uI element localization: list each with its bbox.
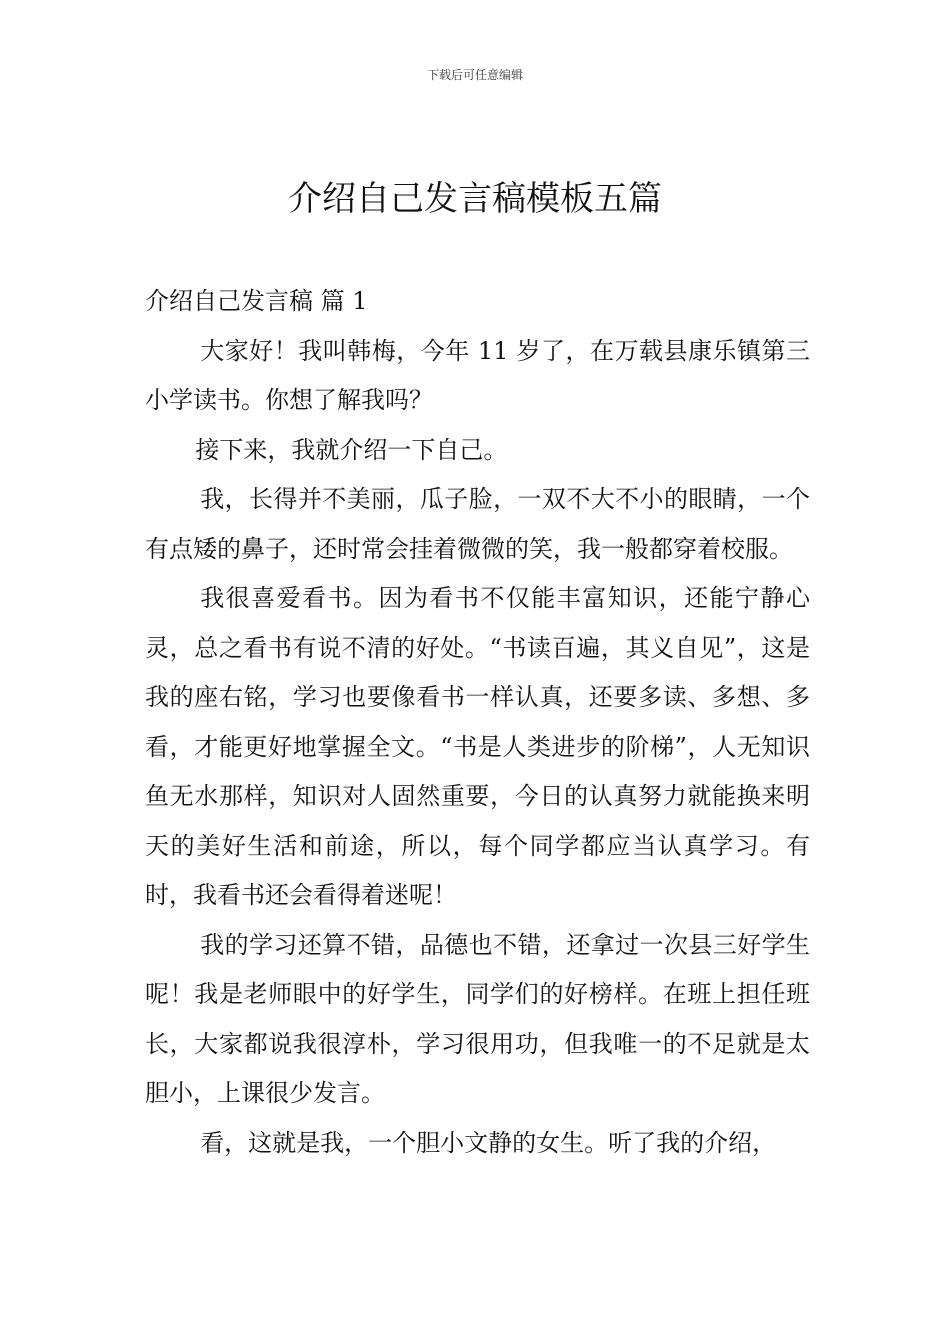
paragraph-reading: 我很喜爱看书。因为看书不仅能丰富知识，还能宁静心灵，总之看书有说不清的好处。“书读百遍，其义自见”，这是我的座右铭，学习也要像看书一样认真，还要多读、多想、多看，才能更好地掌握全文。“书是人类进步的阶梯”，人无知识鱼无水那样，知识对人固然重要，今日的认真努力就能换来明天的美好生活和前途，所以，每个同学都应当认真学习。有时，我看书还会看得着迷呢！ [145,584,810,909]
paragraph-appearance: 我，长得并不美丽，瓜子脸，一双不大不小的眼睛，一个有点矮的鼻子，还时常会挂着微微的笑，我一般都穿着校服。 [145,485,810,563]
header-note: 下载后可任意编辑 [426,68,523,82]
paragraph-greeting: 大家好！我叫韩梅，今年 11 岁了，在万载县康乐镇第三小学读书。你想了解我吗？ [145,336,810,414]
section-heading: 介绍自己发言稿 篇 1 [145,287,368,315]
paragraph-closing: 看，这就是我，一个胆小文静的女生。听了我的介绍， [200,1128,777,1157]
document-body [145,277,810,1168]
paragraph-study: 我的学习还算不错，品德也不错，还拿过一次县三好学生呢！我是老师眼中的好学生，同学们的好榜样。在班上担任班长，大家都说我很淳朴，学习很用功，但我唯一的不足就是太胆小，上课很少发言。 [145,930,810,1107]
paragraph-intro: 接下来，我就介绍一下自己。 [195,435,508,464]
document-title: 介绍自己发言稿模板五篇 [288,179,662,219]
